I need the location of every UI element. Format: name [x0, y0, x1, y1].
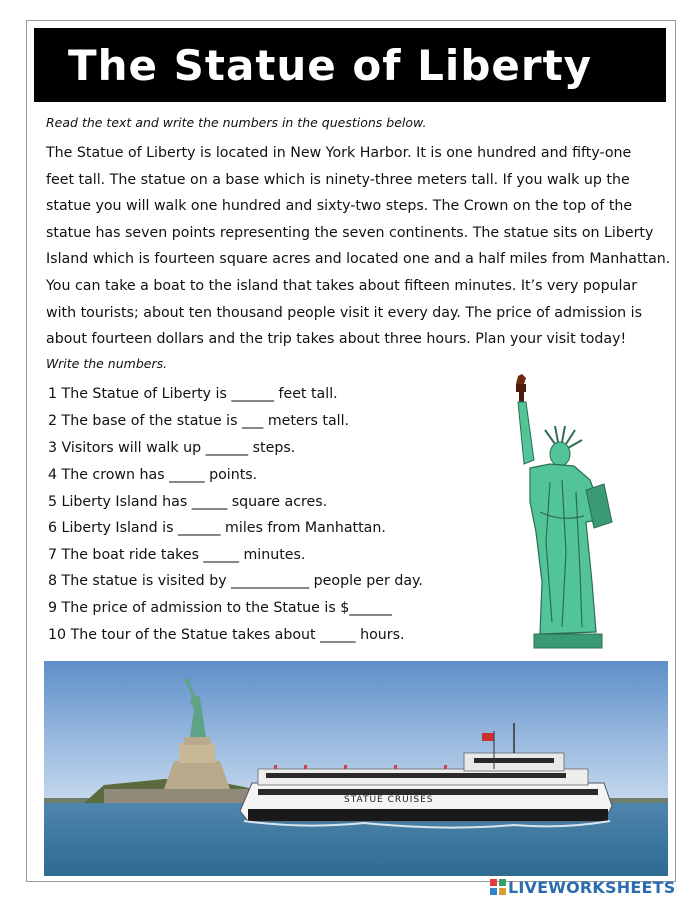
- write-numbers-label: Write the numbers.: [46, 356, 168, 371]
- question-5[interactable]: 5 Liberty Island has _____ square acres.: [48, 494, 328, 510]
- question-4[interactable]: 4 The crown has _____ points.: [48, 467, 258, 483]
- page-title: The Statue of Liberty: [34, 28, 666, 102]
- brand-text: LIVEWORKSHEETS: [508, 878, 676, 897]
- paragraph-line: about fourteen dollars and the trip takes about three hours. Plan your visit today!: [46, 331, 627, 348]
- paragraph-line: with tourists; about ten thousand people visit it every day. The price of admission is: [46, 304, 642, 321]
- reading-paragraph: [46, 140, 671, 353]
- paragraph-line: You can take a boat to the island that takes about fifteen minutes. It’s very popular: [46, 277, 638, 294]
- question-1[interactable]: 1 The Statue of Liberty is ______ feet tall.: [48, 386, 338, 402]
- paragraph-line: feet tall. The statue on a base which is ninety-three meters tall. If you walk up the: [46, 171, 630, 188]
- brand-watermark: [490, 878, 675, 897]
- question-3[interactable]: 3 Visitors will walk up ______ steps.: [48, 440, 296, 456]
- boat-name-text: STATUE CRUISES: [344, 795, 434, 805]
- question-2[interactable]: 2 The base of the statue is ___ meters tall.: [48, 413, 350, 429]
- statue-of-liberty-illustration: [500, 372, 630, 654]
- paragraph-line: statue you will walk one hundred and sixty-two steps. The Crown on the top of the: [46, 198, 633, 215]
- question-10[interactable]: 10 The tour of the Statue takes about _____ hours.: [48, 627, 405, 643]
- question-7[interactable]: 7 The boat ride takes _____ minutes.: [48, 547, 306, 563]
- liveworksheets-logo-icon: [490, 879, 506, 895]
- paragraph-line: statue has seven points representing the seven continents. The statue sits on Liberty: [46, 224, 654, 241]
- paragraph-line: Island which is fourteen square acres and located one and a half miles from Manhattan.: [46, 251, 671, 268]
- paragraph-line: The Statue of Liberty is located in New York Harbor. It is one hundred and fifty-one: [46, 145, 632, 161]
- harbor-photo: [44, 661, 668, 876]
- instruction-text: Read the text and write the numbers in the questions below.: [46, 115, 427, 130]
- question-9[interactable]: 9 The price of admission to the Statue is $______: [48, 600, 392, 616]
- question-6[interactable]: 6 Liberty Island is ______ miles from Manhattan.: [48, 520, 386, 536]
- question-8[interactable]: 8 The statue is visited by ___________ people per day.: [48, 573, 423, 589]
